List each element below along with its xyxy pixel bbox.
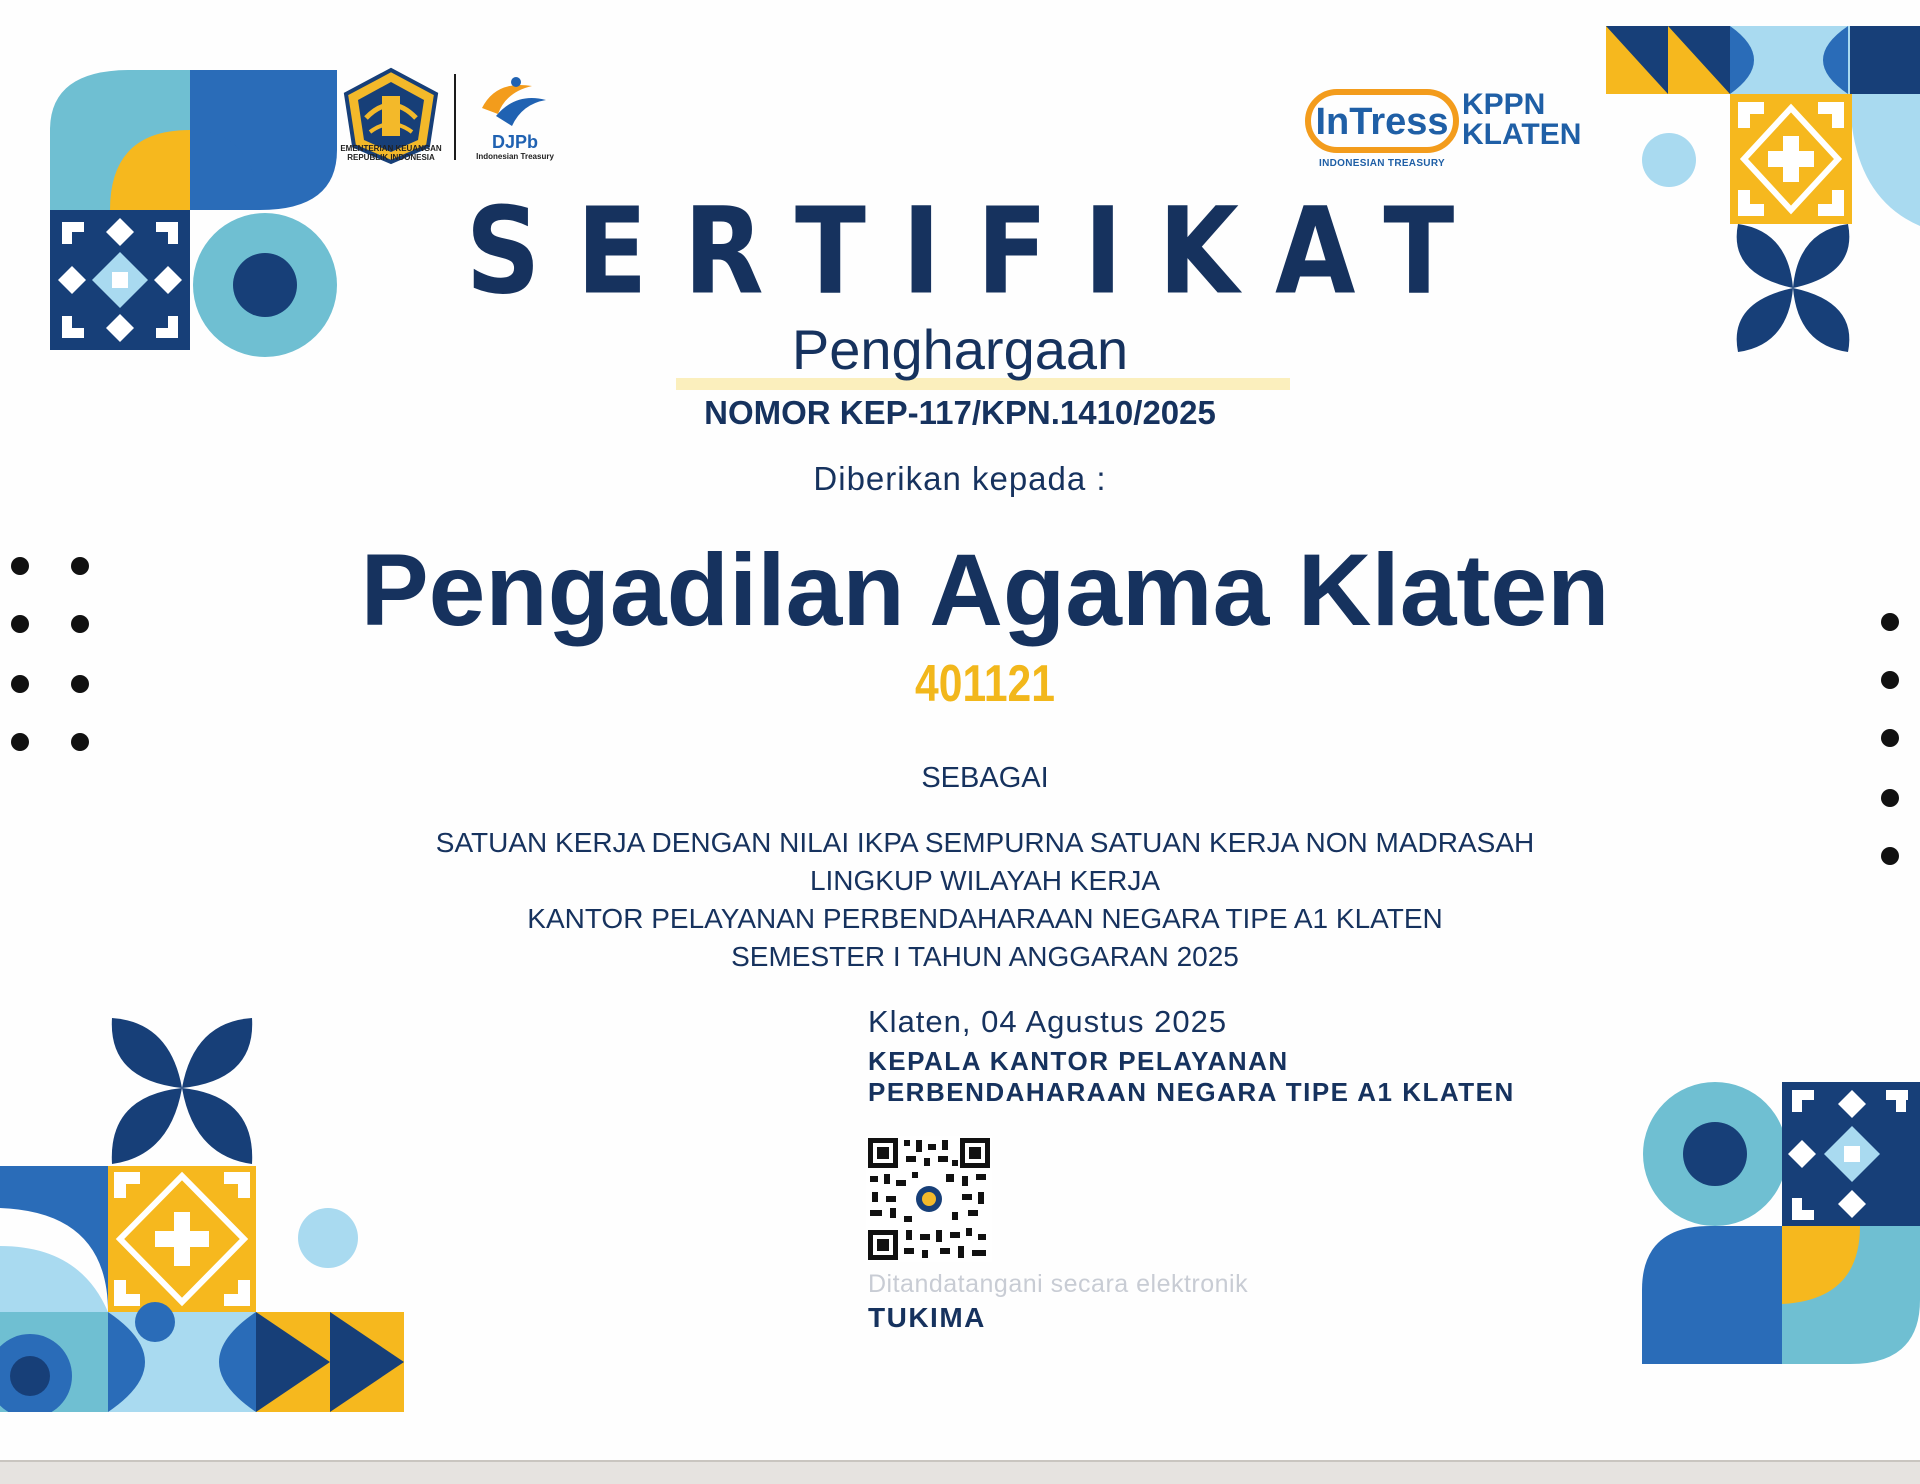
- recipient-code: 401121: [915, 655, 1055, 713]
- description-line: SEMESTER I TAHUN ANGGARAN 2025: [731, 941, 1239, 972]
- position-line: KEPALA KANTOR PELAYANAN: [868, 1046, 1289, 1076]
- certificate-number: NOMOR KEP-117/KPN.1410/2025: [704, 394, 1216, 431]
- intress-logo-wordmark: InTress: [1315, 101, 1449, 143]
- qr-code-icon: [866, 1136, 992, 1262]
- kppn-line-2: KLATEN: [1462, 118, 1582, 151]
- place-date: Klaten, 04 Agustus 2025: [868, 1004, 1228, 1039]
- description-line: SATUAN KERJA DENGAN NILAI IKPA SEMPURNA SATUAN KERJA NON MADRASAH: [435, 827, 1535, 858]
- djpb-logo-subtext: Indonesian Treasury: [476, 152, 554, 161]
- kppn-line-1: KPPN: [1462, 88, 1546, 121]
- intress-logo-icon: [1304, 86, 1460, 158]
- kppn-klaten-text: [1462, 90, 1612, 150]
- djpb-logo-icon: [476, 70, 550, 134]
- kemenkeu-line-1: EMENTERIAN KEUANGAN: [340, 144, 442, 153]
- kemenkeu-logo-text: [330, 144, 452, 162]
- signer-name: TUKIMA: [868, 1302, 986, 1333]
- recipient-name: Pengadilan Agama Klaten: [360, 533, 1610, 647]
- position-line: PERBENDAHARAAN NEGARA TIPE A1 KLATEN: [868, 1077, 1515, 1107]
- logo-divider: [454, 74, 456, 160]
- djpb-logo-text: DJPb: [491, 132, 538, 152]
- bottom-right-ornament: [1640, 1080, 1920, 1370]
- electronic-signature-note: Ditandatangani secara elektronik: [868, 1270, 1249, 1298]
- certificate-subtitle: Penghargaan: [791, 318, 1129, 381]
- bottom-left-ornament: [0, 1016, 412, 1412]
- certificate-title: SERTIFIKAT: [465, 180, 1491, 322]
- kemenkeu-line-2: REPUBLIK INDONESIA: [347, 153, 435, 162]
- description-line: KANTOR PELAYANAN PERBENDAHARAAN NEGARA TIPE A1 KLATEN: [527, 903, 1443, 934]
- signer-position: [868, 1046, 1515, 1108]
- intress-logo-subtext: INDONESIAN TREASURY: [1319, 158, 1445, 169]
- given-to-label: Diberikan kepada :: [813, 460, 1107, 497]
- award-description: [0, 824, 1920, 976]
- scan-edge: [0, 1460, 1920, 1484]
- as-label: SEBAGAI: [921, 762, 1049, 794]
- description-line: LINGKUP WILAYAH KERJA: [809, 865, 1161, 896]
